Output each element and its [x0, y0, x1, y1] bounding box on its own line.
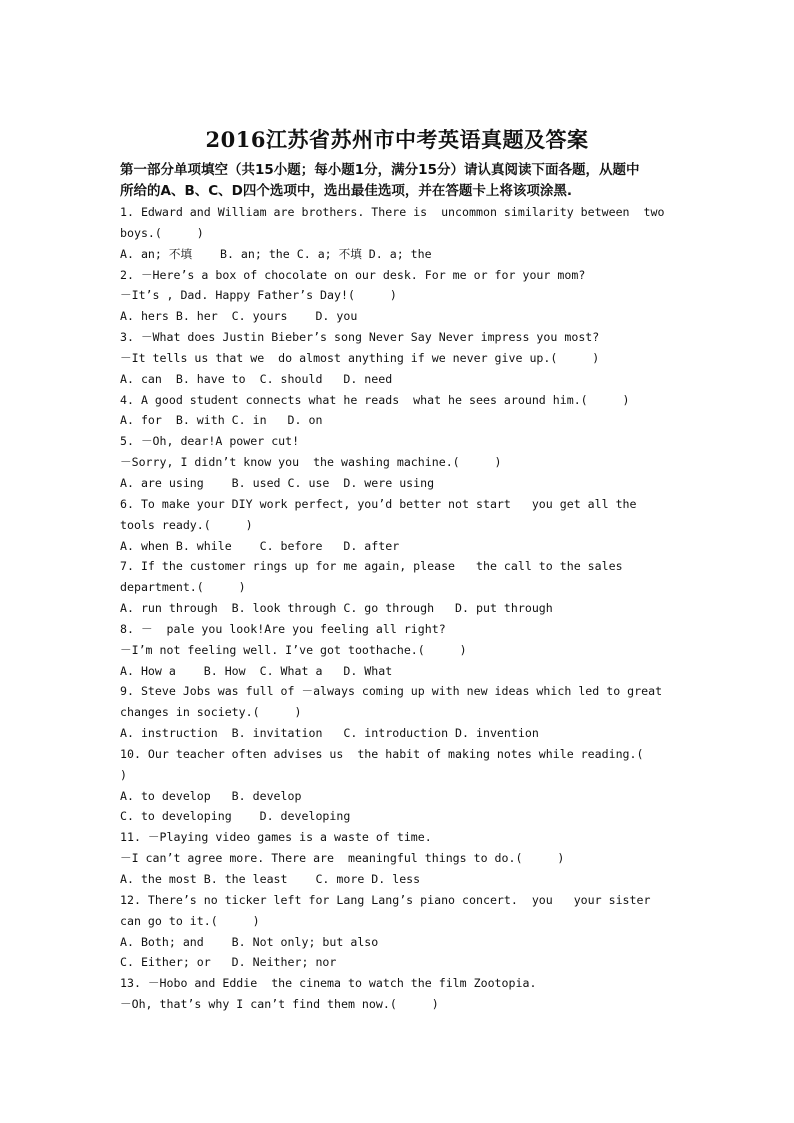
text-line: can go to it.( ): [120, 913, 260, 928]
text-line: 11. －Playing video games is a waste of time.: [120, 830, 432, 845]
text-line: 8. － pale you look!Are you feeling all right?: [120, 621, 446, 636]
text-line: changes in society.( ): [120, 705, 302, 720]
text-line: A. hers B. her C. yours D. you: [120, 309, 358, 324]
text-line: A. for B. with C. in D. on: [120, 413, 323, 428]
text-line: ): [120, 767, 127, 782]
text-line: －I can’t agree more. There are meaningful things to do.( ): [120, 851, 565, 866]
text-line: 12. There’s no ticker left for Lang Lang’s piano concert. you your sister: [120, 892, 651, 907]
page-title: 2016江苏省苏州市中考英语真题及答案: [205, 127, 589, 152]
text-line: A. run through B. look through C. go through D. put through: [120, 601, 553, 616]
text-line: boys.( ): [120, 225, 204, 240]
text-line: A. How a B. How C. What a D. What: [120, 663, 393, 678]
text-line: －Sorry, I didn’t know you the washing machine.( ): [120, 455, 502, 470]
text-line: 7. If the customer rings up for me again, please the call to the sales: [120, 559, 623, 574]
text-line: 6. To make your DIY work perfect, you’d better not start you get all the: [120, 496, 637, 511]
question-list: [120, 202, 680, 1015]
text-line: 10. Our teacher often advises us the habit of making notes while reading.(: [120, 746, 644, 761]
text-line: A. when B. while C. before D. after: [120, 538, 400, 553]
text-line: A. the most B. the least C. more D. less: [120, 872, 421, 886]
text-line: 4. A good student connects what he reads what he sees around him.( ): [120, 392, 630, 407]
text-line: C. to developing D. developing: [120, 809, 351, 824]
text-line: 9. Steve Jobs was full of －always coming up with new ideas which led to great: [120, 684, 663, 699]
instruction-line: 第一部分单项填空（共15小题；每小题1分，满分15分）请认真阅读下面各题，从题中: [120, 162, 640, 178]
text-line: －I’m not feeling well. I’ve got toothache.( ): [120, 642, 467, 657]
text-line: －It tells us that we do almost anything if we never give up.( ): [120, 350, 600, 365]
text-line: A. can B. have to C. should D. need: [120, 371, 393, 386]
text-line: 2. －Here’s a box of chocolate on our desk. For me or for your mom?: [120, 267, 586, 282]
text-line: －It’s , Dad. Happy Father’s Day!( ): [120, 288, 397, 303]
text-line: 1. Edward and William are brothers. There is uncommon similarity between two: [120, 205, 665, 219]
text-line: A. an; 不填 B. an; the C. a; 不填 D. a; the: [120, 246, 432, 261]
section-instructions: [120, 160, 680, 202]
text-line: C. Either; or D. Neither; nor: [120, 955, 337, 970]
text-line: 3. －What does Justin Bieber’s song Never Say Never impress you most?: [120, 330, 600, 345]
text-line: department.( ): [120, 580, 246, 595]
text-line: A. are using B. used C. use D. were using: [120, 475, 435, 490]
text-line: A. to develop B. develop: [120, 788, 302, 803]
text-line: 5. －Oh, dear!A power cut!: [120, 434, 300, 449]
text-line: 13. －Hobo and Eddie the cinema to watch the film Zootopia.: [120, 976, 537, 991]
instruction-line: 所给的A、B、C、D四个选项中，选出最佳选项，并在答题卡上将该项涂黑.: [120, 183, 572, 199]
text-line: A. Both; and B. Not only; but also: [120, 934, 379, 949]
text-line: tools ready.( ): [120, 517, 253, 532]
text-line: A. instruction B. invitation C. introduction D. invention: [120, 726, 539, 741]
text-line: －Oh, that’s why I can’t find them now.( ): [120, 997, 439, 1012]
